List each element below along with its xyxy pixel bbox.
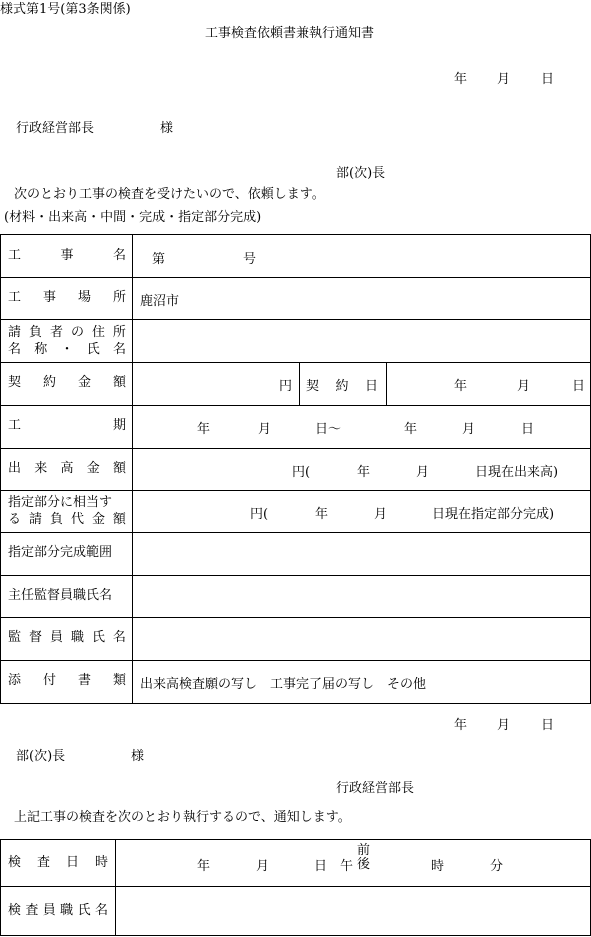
notice-text: 上記工事の検査を次のとおり執行するので、通知します。 (14, 810, 351, 825)
notice-honorific: 様 (131, 749, 145, 764)
row-label-shunin: 主任監督員職氏名 (8, 588, 113, 603)
row-label-keiyaku: 契 約 金 額 (8, 375, 126, 390)
notice-month: 月 (497, 718, 511, 733)
koki-day-end: 日 (521, 422, 535, 437)
keiyaku-month: 月 (517, 379, 531, 394)
sender: 部(次)長 (336, 166, 386, 181)
koki-month-start: 月 (258, 422, 272, 437)
shitei-yen: 円( (250, 507, 269, 522)
koji-number-prefix: 第 (152, 252, 166, 267)
inspection-types: (材料・出来高・中間・完成・指定部分完成) (4, 210, 262, 225)
date-day: 日 (541, 72, 555, 87)
nichiji-hour: 時 (431, 859, 445, 874)
row-label-tenpu: 添 付 書 類 (8, 673, 126, 688)
addressee: 行政経営部長 (16, 121, 95, 136)
notice-sender: 行政経営部長 (336, 781, 415, 796)
koki-year-end: 年 (404, 422, 418, 437)
nichiji-year: 年 (197, 859, 211, 874)
date-year: 年 (454, 72, 468, 87)
keiyaku-year: 年 (454, 379, 468, 394)
dekidaka-yen: 円( (292, 465, 311, 480)
nichiji-day: 日 (314, 859, 328, 874)
document-title: 工事検査依頼書兼執行通知書 (205, 26, 375, 41)
notice-year: 年 (454, 718, 468, 733)
row-label-nichiji: 検 査 日 時 (8, 855, 108, 870)
koki-day-start: 日～ (315, 422, 342, 437)
shitei-year: 年 (315, 507, 329, 522)
row-label-koji-basho: 工 事 場 所 (8, 290, 126, 305)
dekidaka-suffix: 日現在出来高) (475, 465, 559, 480)
keiyaku-yen: 円 (279, 379, 293, 394)
shitei-suffix: 日現在指定部分完成) (432, 507, 555, 522)
nichiji-go: 午 (340, 859, 354, 874)
koki-month-end: 月 (462, 422, 476, 437)
row-label-koki: 工 期 (8, 418, 126, 433)
tenpu-value: 出来高検査願の写し 工事完了届の写し その他 (140, 677, 427, 692)
request-text: 次のとおり工事の検査を受けたいので、依頼します。 (14, 187, 325, 202)
koki-year-start: 年 (197, 422, 211, 437)
row-label-kensain: 検 査 員 職 氏 名 (8, 903, 108, 918)
shitei-month: 月 (374, 507, 388, 522)
date-month: 月 (497, 72, 511, 87)
keiyaku-date-label: 契 約 日 (306, 379, 378, 394)
koji-number-suffix: 号 (243, 252, 257, 267)
row-label-shitei-kingaku: 指定部分に相当す る 請 負 代 金 額 (8, 495, 126, 527)
row-label-kantoku: 監 督 員 職 氏 名 (8, 630, 126, 645)
row-label-dekidaka: 出 来 高 金 額 (8, 461, 126, 476)
row-label-ukeoi: 請 負 者 の 住 所 名 称 ・ 氏 名 (8, 325, 126, 357)
koji-basho-value: 鹿沼市 (140, 294, 180, 309)
row-label-shitei-hani: 指定部分完成範囲 (8, 545, 113, 560)
notice-addressee: 部(次)長 (16, 749, 66, 764)
notice-day: 日 (541, 718, 555, 733)
keiyaku-day: 日 (572, 379, 586, 394)
nichiji-am-pm: 前 後 (357, 843, 371, 872)
nichiji-month: 月 (256, 859, 270, 874)
form-number: 様式第1号(第3条関係) (0, 2, 131, 17)
row-label-koji-mei: 工 事 名 (8, 248, 126, 263)
dekidaka-year: 年 (357, 465, 371, 480)
addressee-honorific: 様 (160, 121, 174, 136)
nichiji-minute: 分 (490, 859, 504, 874)
dekidaka-month: 月 (416, 465, 430, 480)
